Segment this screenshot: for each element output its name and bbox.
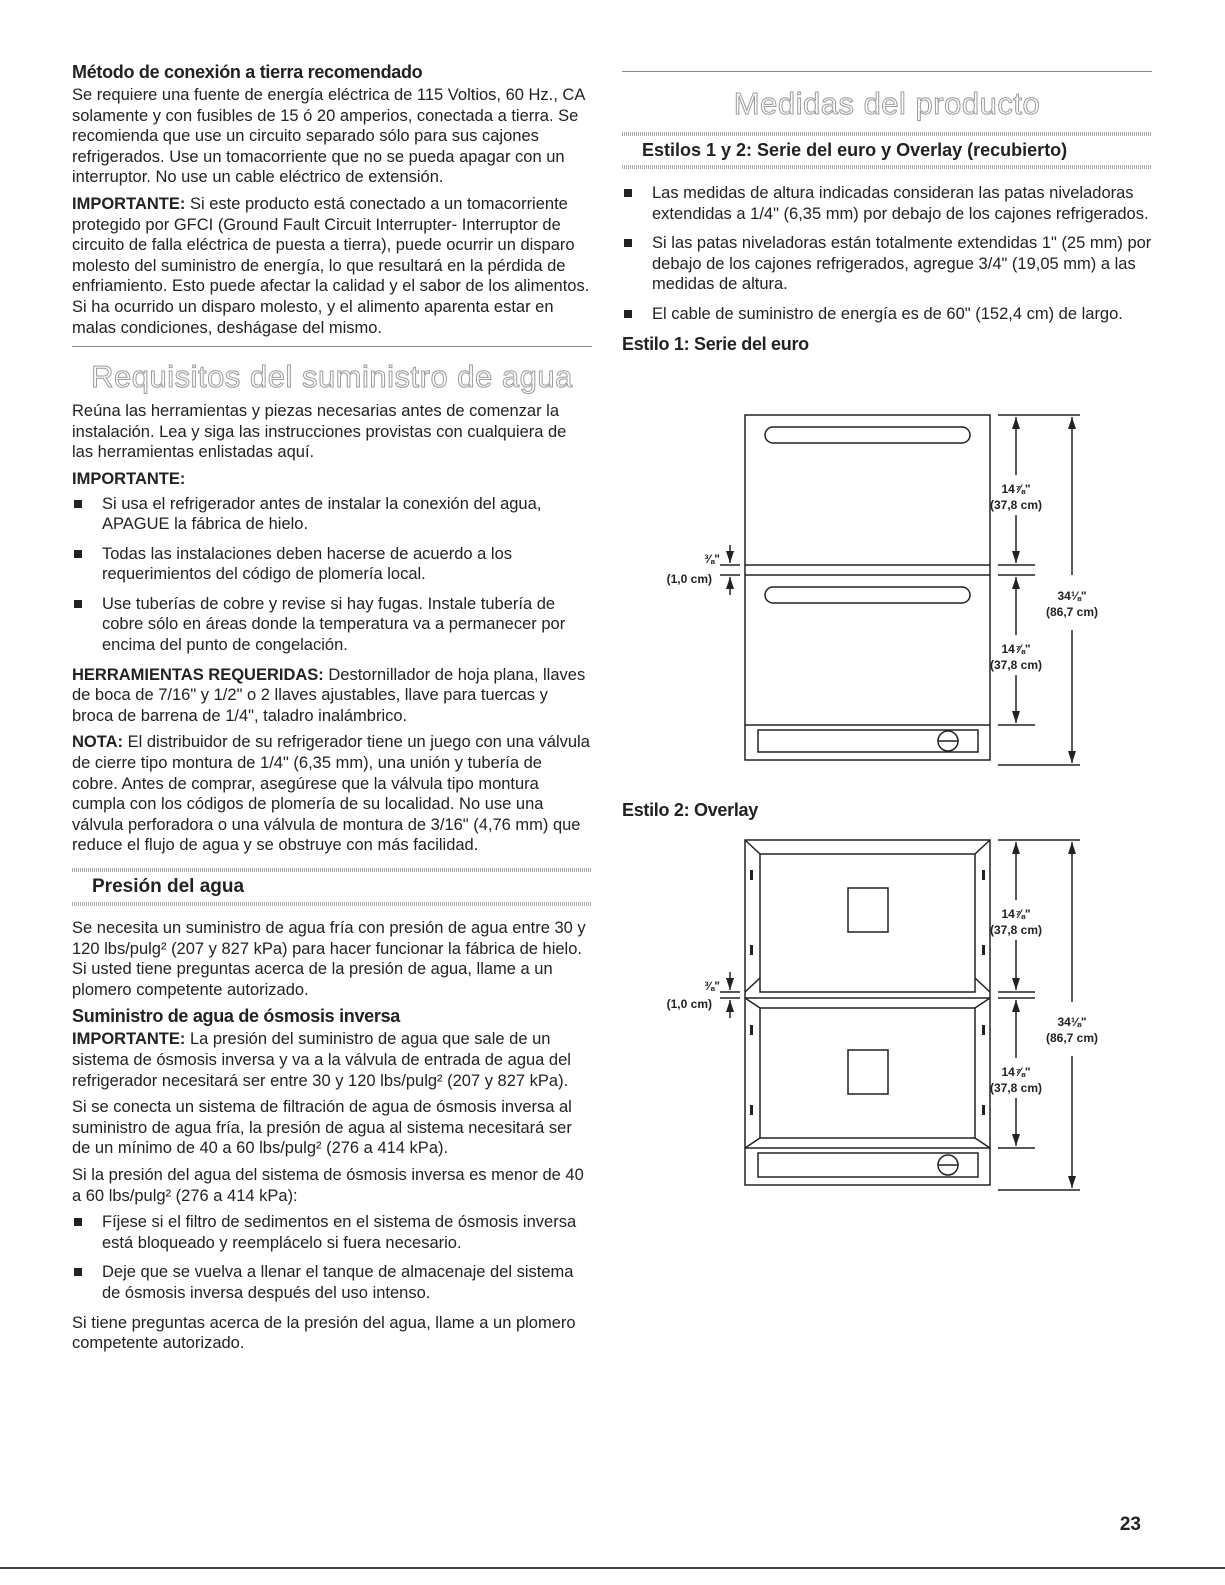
ro-important-paragraph — [72, 1029, 592, 1091]
gap-in: ⅜" — [704, 552, 720, 566]
right-column — [622, 62, 1152, 357]
drawer-height-cm: (37,8 cm) — [989, 923, 1043, 937]
total-height-in: 34⅛" — [1057, 589, 1087, 603]
drawer-handle — [765, 427, 970, 443]
drawer-handle — [765, 587, 970, 603]
gfci-paragraph — [72, 194, 592, 338]
overlay-style-diagram — [640, 830, 1120, 1200]
list-item: Si usa el refrigerador antes de instalar la conexión del agua, APAGUE la fábrica de hielo. — [72, 494, 592, 535]
dimension-notes-list — [622, 183, 1152, 325]
ro-filter-paragraph: Si se conecta un sistema de filtración de agua de ósmosis inversa al suministro de agua fría, la presión de agua al sistema necesitará ser de un mínimo de 40 a 60 lbs/pulg² (276 a 414 kPa). — [72, 1098, 572, 1158]
left-column — [72, 62, 592, 1360]
styles-subheading: Estilos 1 y 2: Serie del euro y Overlay (recubierto) — [642, 140, 1068, 160]
product-dimensions-title: Medidas del producto — [733, 86, 1041, 121]
tools-text: Destornillador de hoja plana, llaves de boca de 7/16" y 1/2" o 2 llaves ajustables, llave para tuercas y broca de barrena de 1/4", taladro inalámbrico. — [72, 665, 586, 725]
important-label: IMPORTANTE: — [72, 1030, 186, 1049]
drawer-height-in: 14⅞" — [1001, 1065, 1031, 1079]
dotted-band — [622, 165, 1152, 169]
panel-square — [848, 888, 888, 932]
total-height-cm: (86,7 cm) — [1045, 605, 1099, 619]
overlay-panel — [760, 854, 975, 992]
list-item: Si las patas niveladoras están totalmente extendidas 1" (25 mm) por debajo de los cajones refrigerados, agregue 3/4" (19,05 mm) a las medidas de altura. — [622, 233, 1152, 295]
style1-heading: Estilo 1: Serie del euro — [622, 333, 809, 354]
list-item: Fíjese si el filtro de sedimentos en el sistema de ósmosis inversa está bloqueado y reemplácelo si fuera necesario. — [72, 1212, 592, 1253]
bottom-rule — [0, 1567, 1225, 1569]
drawer-height-in: 14⅞" — [1001, 907, 1031, 921]
grounding-paragraph: Se requiere una fuente de energía eléctrica de 115 Voltios, 60 Hz., CA solamente y con fusibles de 15 ó 20 amperios, conectada a tierra. Se recomienda que use un circuito separado sólo para sus cajones refrigerados. Use un tomacorriente que no se pueda apagar con un interruptor. No use un cable eléctrico de extensión. — [72, 86, 585, 187]
style2-heading: Estilo 2: Overlay — [622, 800, 758, 820]
list-item: Use tuberías de cobre y revise si hay fugas. Instale tubería de cobre sólo en áreas donde la temperatura va a permanecer por encima del punto de congelación. — [72, 594, 592, 656]
total-height-in: 34⅛" — [1057, 1015, 1087, 1029]
panel-square — [848, 1050, 888, 1094]
drawer-height-cm: (37,8 cm) — [989, 498, 1043, 512]
euro-style-diagram — [640, 405, 1120, 775]
drawer-height-cm: (37,8 cm) — [989, 658, 1043, 672]
drawer-height-cm: (37,8 cm) — [989, 1081, 1043, 1095]
tools-label: HERRAMIENTAS REQUERIDAS: — [72, 665, 324, 684]
page-number: 23 — [1119, 1514, 1141, 1535]
list-item: Deje que se vuelva a llenar el tanque de almacenaje del sistema de ósmosis inversa después del uso intenso. — [72, 1262, 592, 1303]
water-intro-paragraph: Reúna las herramientas y piezas necesarias antes de comenzar la instalación. Lea y siga las instrucciones provistas con cualquiera de las herramientas enlistadas aquí. — [72, 402, 567, 462]
list-item: Las medidas de altura indicadas consideran las patas niveladoras extendidas a 1/4" (6,35 mm) por debajo de los cajones refrigerados. — [622, 183, 1152, 224]
gfci-text: Si este producto está conectado a un tomacorriente protegido por GFCI (Ground Fault Circuit Interrupter- Interruptor de circuito de falla eléctrica de puesta a tierra), puede ocurrir un disparo molesto del suministro de energía, lo que resultará en la pérdida de enfriamiento. Esto puede afectar la calidad y el sabor de los alimentos. Si ha ocurrido un disparo molesto, y el alimento aparenta estar en malas condiciones, deshágase del mismo. — [72, 194, 590, 337]
overlay-panel — [760, 1008, 975, 1138]
ro-contact-paragraph: Si tiene preguntas acerca de la presión del agua, llame a un plomero competente autorizado. — [72, 1313, 576, 1353]
reverse-osmosis-heading: Suministro de agua de ósmosis inversa — [72, 1006, 401, 1027]
gap-cm: (1,0 cm) — [666, 572, 712, 586]
important-heading: IMPORTANTE: — [72, 469, 186, 488]
list-item: El cable de suministro de energía es de 60" (152,4 cm) de largo. — [622, 304, 1152, 325]
tools-paragraph — [72, 665, 592, 727]
drawer-height-in: 14⅞" — [1001, 482, 1031, 496]
water-pressure-heading: Presión del agua — [92, 876, 245, 897]
water-requirements-list — [72, 494, 592, 656]
list-item: Todas las instalaciones deben hacerse de acuerdo a los requerimientos del código de plomería local. — [72, 544, 592, 585]
ro-list — [72, 1212, 592, 1303]
style2-heading-wrap — [622, 800, 758, 823]
note-paragraph — [72, 732, 592, 856]
ro-pressure-paragraph: Si la presión del agua del sistema de ósmosis inversa es menor de 40 a 60 lbs/pulg² (276 a 414 kPa): — [72, 1165, 584, 1205]
ro-important-text: La presión del suministro de agua que sale de un sistema de ósmosis inversa y va a la válvula de entrada de agua del refrigerador necesitará ser entre 30 y 120 lbs/pulg² (207 y 827 kPa). — [72, 1030, 571, 1090]
grounding-heading: Método de conexión a tierra recomendado — [72, 62, 423, 82]
section-divider — [72, 346, 592, 347]
gap-in: ⅜" — [704, 979, 720, 993]
note-text: El distribuidor de su refrigerador tiene un juego con una válvula de cierre tipo montura de 1/4" (6,35 mm), una unión y tubería de cobre. Antes de comprar, asegúrese que la válvula tipo montura cumpla con los códigos de plomería de su localidad. No use una válvula perforadora o una válvula de montura de 3/16" (4,76 mm) que reduce el flujo de agua y se obstruye con más facilidad. — [72, 733, 590, 855]
section-divider — [622, 71, 1152, 72]
gap-cm: (1,0 cm) — [666, 997, 712, 1011]
drawer-height-in: 14⅞" — [1001, 642, 1031, 656]
important-label: IMPORTANTE: — [72, 194, 186, 213]
dotted-band — [72, 902, 592, 906]
water-pressure-paragraph: Se necesita un suministro de agua fría con presión de agua entre 30 y 120 lbs/pulg² (207 y 827 kPa) para hacer funcionar la fábrica de hielo. Si usted tiene preguntas acerca de la presión de agua, llame a un plomero competente autorizado. — [72, 919, 586, 999]
cabinet-outline — [745, 840, 990, 1185]
note-label: NOTA: — [72, 733, 124, 752]
total-height-cm: (86,7 cm) — [1045, 1031, 1099, 1045]
water-supply-title: Requisitos del suministro de agua — [91, 359, 573, 395]
